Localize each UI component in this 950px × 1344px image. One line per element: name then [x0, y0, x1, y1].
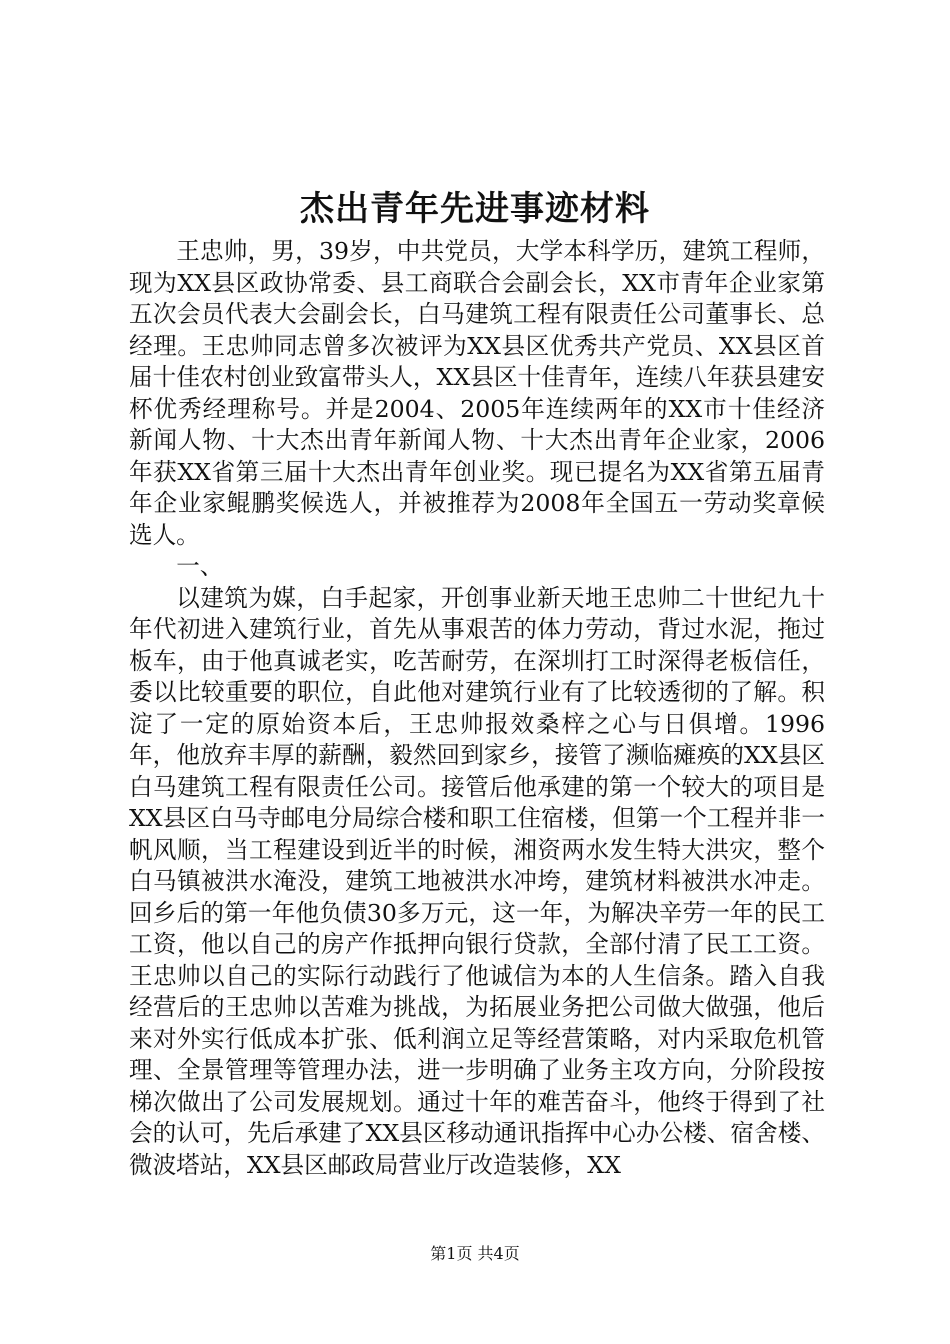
document-title: 杰出青年先进事迹材料 — [300, 189, 650, 229]
paragraph-intro: 王忠帅，男，39岁，中共党员，大学本科学历，建筑工程师，现为XX县区政协常委、县工商联合会副会长，XX市青年企业家第五次会员代表大会副会长，白马建筑工程有限责任公司董事长、总经理。王忠帅同志曾多次被评为XX县区优秀共产党员、XX县区首届十佳农村创业致富带头人，XX县区十佳青年，连续八年获县建安杯优秀经理称号。并是2004、2005年连续两年的XX市十佳经济新闻人物、十大杰出青年新闻人物、十大杰出青年企业家，2006年获XX省第三届十大杰出青年创业奖。现已提名为XX省第五届青年企业家鲲鹏奖候选人，并被推荐为2008年全国五一劳动奖章候选人。 — [129, 237, 825, 549]
page-number-footer: 第1页 共4页 — [430, 1244, 520, 1263]
document-body — [129, 236, 825, 1181]
section-heading: 一、 — [176, 552, 224, 580]
paragraph-section-one: 以建筑为媒，白手起家，开创事业新天地王忠帅二十世纪九十年代初进入建筑行业，首先从事艰苦的体力劳动，背过水泥，拖过板车，由于他真诚老实，吃苦耐劳，在深圳打工时深得老板信任，委以比较重要的职位，自此他对建筑行业有了比较透彻的了解。积淀了一定的原始资本后，王忠帅报效桑梓之心与日俱增。1996年，他放弃丰厚的薪酬，毅然回到家乡，接管了濒临瘫痪的XX县区白马建筑工程有限责任公司。接管后他承建的第一个较大的项目是XX县区白马寺邮电分局综合楼和职工住宿楼，但第一个工程并非一帆风顺，当工程建设到近半的时候，湘资两水发生特大洪灾，整个白马镇被洪水淹没，建筑工地被洪水冲垮，建筑材料被洪水冲走。回乡后的第一年他负债30多万元，这一年，为解决辛劳一年的民工工资，他以自己的房产作抵押向银行贷款，全部付清了民工工资。王忠帅以自己的实际行动践行了他诚信为本的人生信条。踏入自我经营后的王忠帅以苦难为挑战，为拓展业务把公司做大做强，他后来对外实行低成本扩张、低利润立足等经营策略，对内采取危机管理、全景管理等管理办法，进一步明确了业务主攻方向，分阶段按梯次做出了公司发展规划。通过十年的难苦奋斗，他终于得到了社会的认可，先后承建了XX县区移动通讯指挥中心办公楼、宿舍楼、微波塔站，XX县区邮政局营业厅改造装修，XX — [129, 583, 825, 1179]
